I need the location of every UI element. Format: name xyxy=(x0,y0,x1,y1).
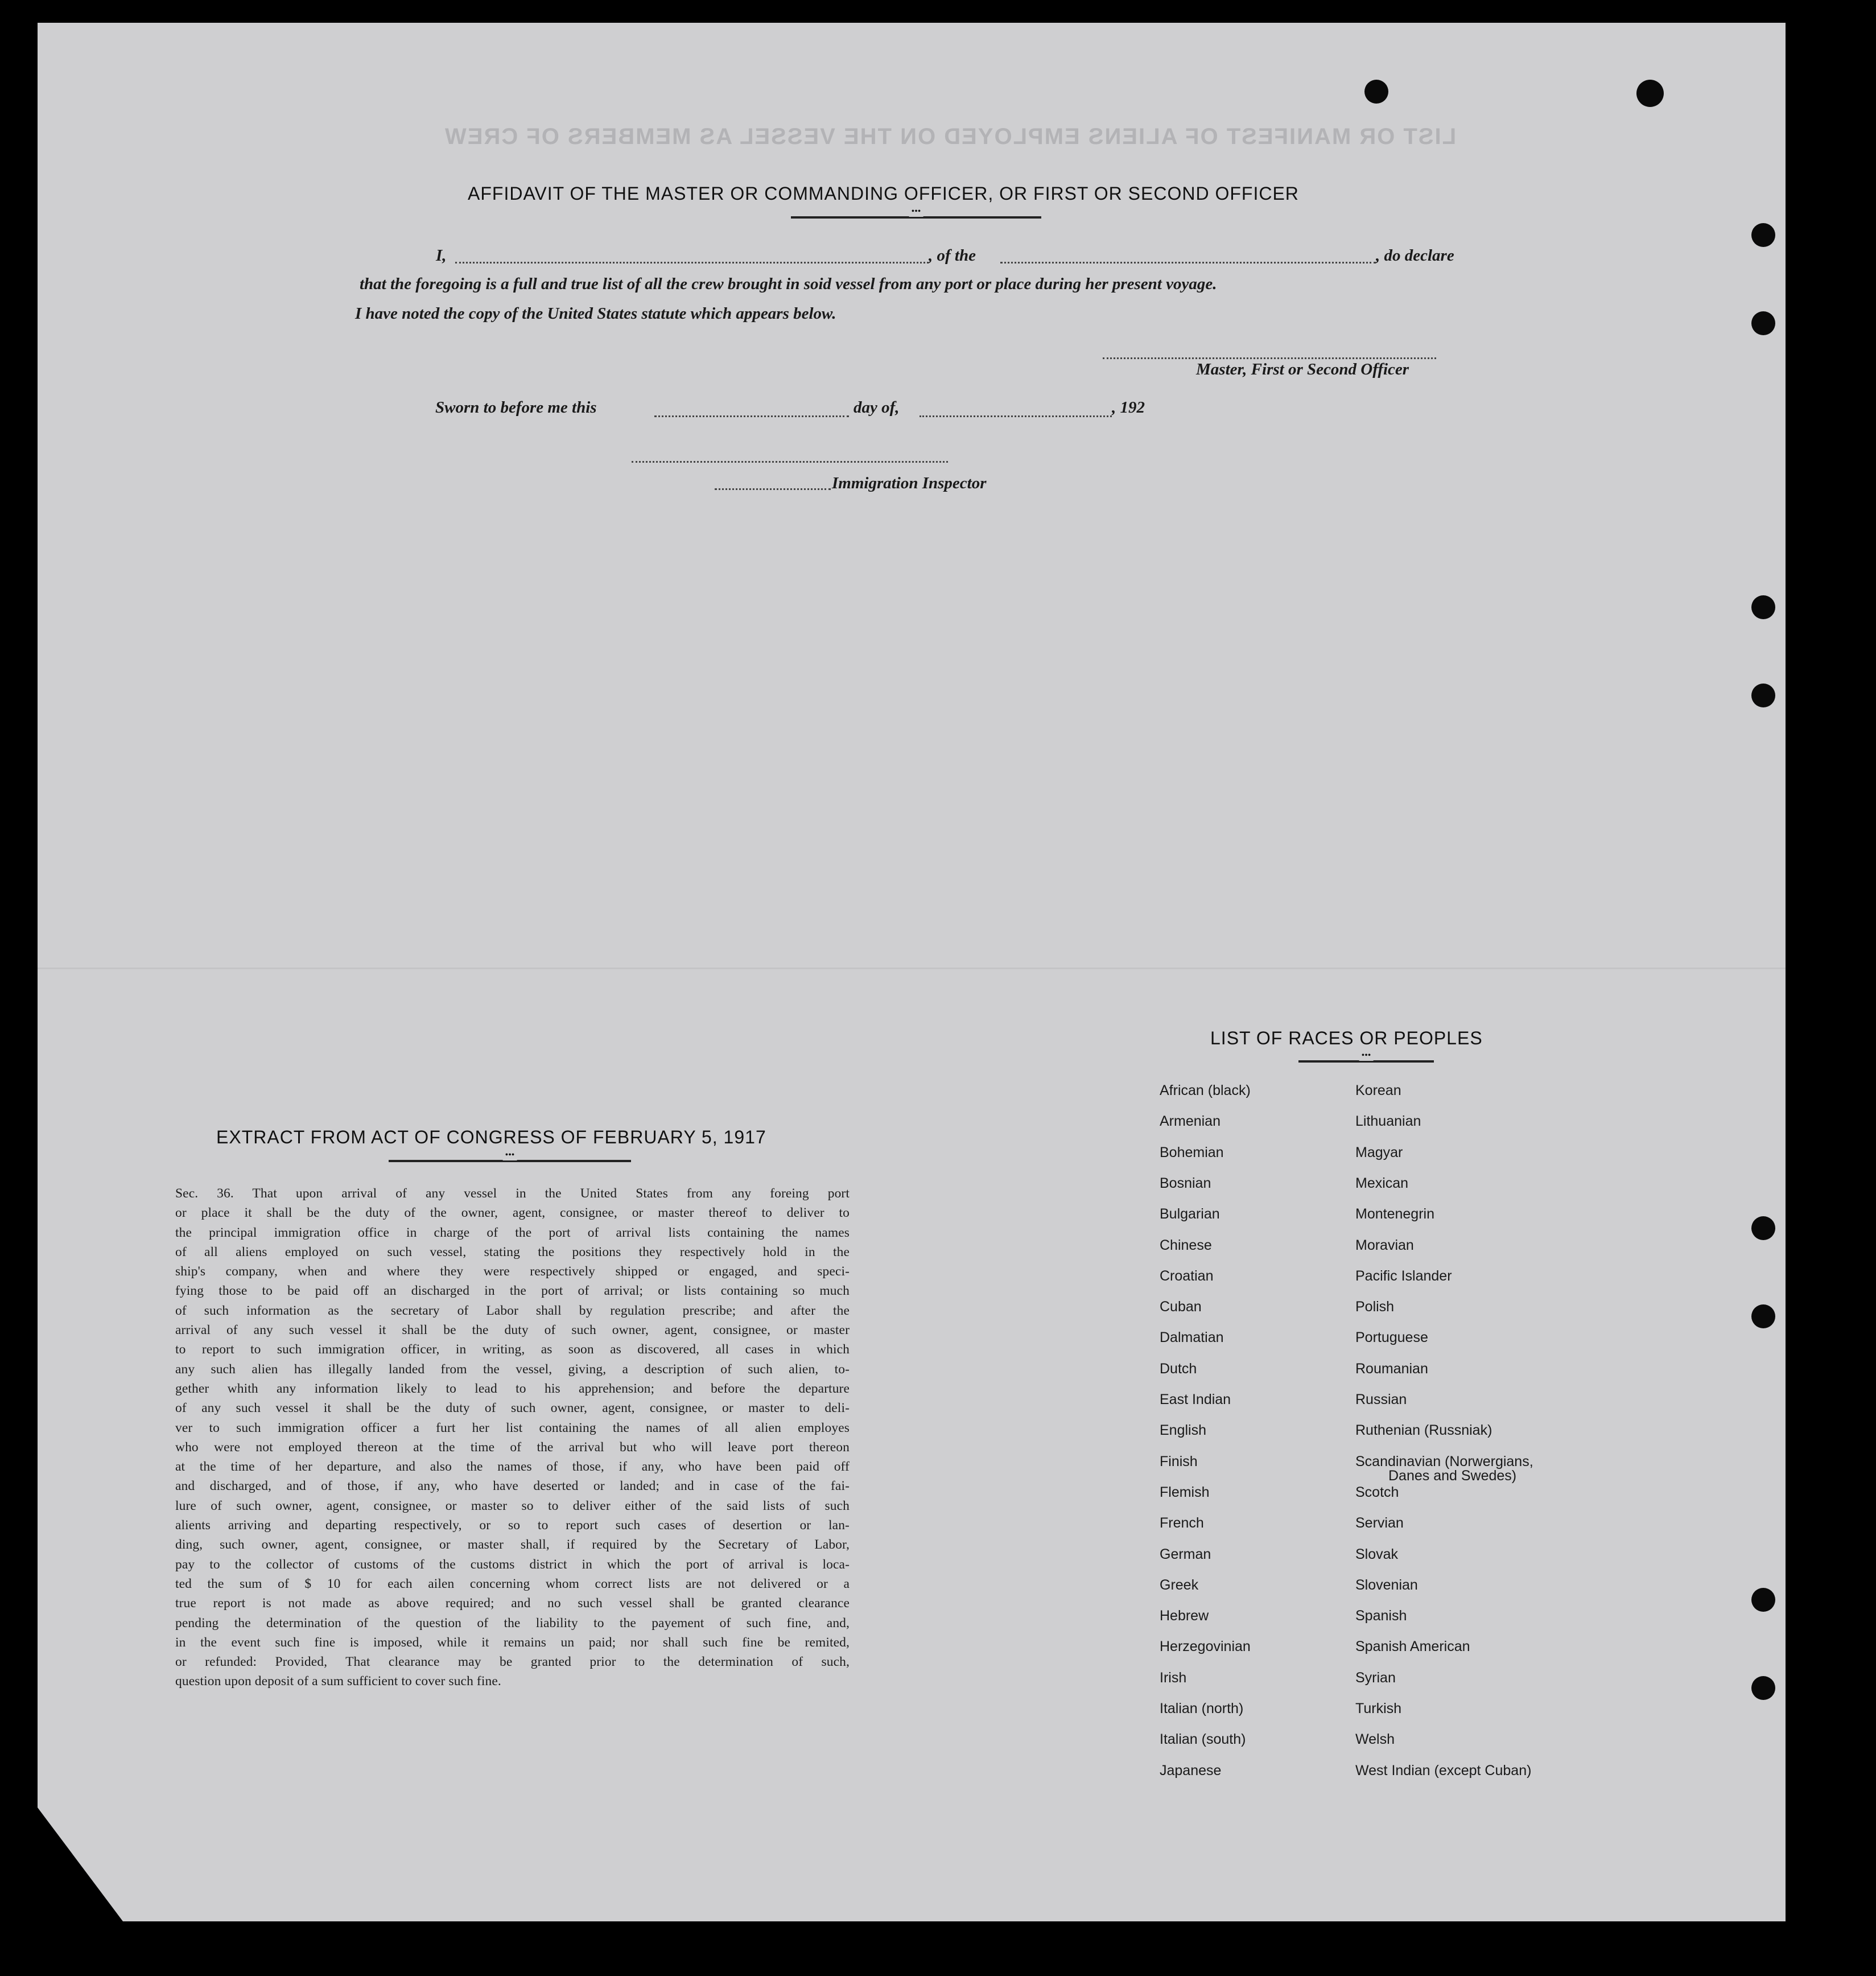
race-item xyxy=(1355,1113,1421,1130)
statute-line: ted the sum of $ 10 for each ailen concerning whom correct lists are not delivered or a xyxy=(175,1576,850,1591)
bleed-through-text: LIST OR MANIFEST OF ALIENS EMPLOYED ON THE VESSEL AS MEMBERS OF CREW xyxy=(444,124,1457,149)
statute-line: pay to the collector of customs of the customs district in which the port of arrival is loca- xyxy=(175,1557,850,1572)
punch-hole xyxy=(1751,1216,1775,1240)
race-item: Irish xyxy=(1160,1669,1187,1686)
statute-line: any such alien has illegally landed from the vessel, giving, a description of such alien, to- xyxy=(175,1361,850,1377)
race-item xyxy=(1355,1206,1434,1222)
statute-line: or place it shall be the duty of the owner, agent, consignee, or master thereof to deliver to xyxy=(175,1205,850,1221)
race-item: Herzegovinian xyxy=(1160,1639,1251,1655)
race-item: Armenian xyxy=(1160,1113,1221,1130)
race-item: Croatian xyxy=(1160,1267,1214,1284)
statute-line: pending the determination of the question of the liability to the payement of such fine, and, xyxy=(175,1615,850,1631)
statute-line: of any such vessel it shall be the duty of such owner, agent, consignee, or master to deli- xyxy=(175,1401,850,1416)
signature-blank xyxy=(1103,357,1436,359)
race-item-label: West Indian (except Cuban) xyxy=(1355,1762,1532,1779)
statute-line: alients arriving and departing respectively, or so to report such cases of desertion or lan- xyxy=(175,1518,850,1533)
day-blank xyxy=(654,415,849,417)
race-item xyxy=(1355,1577,1418,1594)
race-item xyxy=(1355,1731,1395,1748)
race-item: English xyxy=(1160,1422,1206,1439)
punch-hole xyxy=(1364,80,1388,104)
statute-line: arrival of any such vessel it shall be the duty of such owner, agent, consignee, or master xyxy=(175,1323,850,1338)
race-item-label: Pacific Islander xyxy=(1355,1267,1452,1284)
race-item: Flemish xyxy=(1160,1484,1210,1500)
statute-line: true report is not made as above required; and no such vessel shall be granted clearance xyxy=(175,1596,850,1611)
affidavit-i: I, xyxy=(436,246,447,265)
statute-text xyxy=(175,1184,850,1691)
sworn-text: Sworn to before me this xyxy=(435,398,597,417)
race-item: Dalmatian xyxy=(1160,1329,1224,1346)
punch-hole xyxy=(1751,311,1775,335)
race-item xyxy=(1355,1515,1404,1532)
title-ornament xyxy=(389,1160,631,1162)
race-item-label: Lithuanian xyxy=(1355,1113,1421,1130)
inspector-name-blank xyxy=(715,488,831,490)
race-item xyxy=(1355,1329,1428,1346)
race-item-label: Spanish American xyxy=(1355,1639,1470,1655)
race-item: Japanese xyxy=(1160,1762,1222,1779)
race-item: Finish xyxy=(1160,1453,1198,1469)
race-item: Bulgarian xyxy=(1160,1206,1220,1222)
race-item-label: Ruthenian (Russniak) xyxy=(1355,1422,1492,1439)
race-item: Italian (south) xyxy=(1160,1731,1246,1748)
race-item-label: Magyar xyxy=(1355,1144,1403,1160)
statute-line: who were not employed thereon at the time of the arrival but who will leave port thereon xyxy=(175,1439,850,1455)
race-item: Hebrew xyxy=(1160,1608,1209,1624)
statute-line: fying those to be paid off an discharged in the port of arrival; or lists containing so much xyxy=(175,1283,850,1299)
title-ornament xyxy=(1298,1060,1434,1063)
vessel-blank xyxy=(1000,262,1376,264)
extract-title: EXTRACT FROM ACT OF CONGRESS OF FEBRUARY 5, 1917 xyxy=(216,1127,766,1147)
race-item xyxy=(1355,1268,1452,1285)
race-item-label: Scotch xyxy=(1355,1484,1399,1500)
race-item xyxy=(1355,1639,1470,1655)
race-item-label: Syrian xyxy=(1355,1669,1396,1686)
race-item: Bohemian xyxy=(1160,1144,1224,1160)
race-item xyxy=(1355,1670,1396,1686)
statute-line: of all aliens employed on such vessel, stating the positions they respectively hold in the xyxy=(175,1244,850,1259)
statute-line: gether whith any information likely to lead to his apprehension; and before the departure xyxy=(175,1381,850,1396)
race-item: German xyxy=(1160,1546,1211,1562)
race-item-label: Polish xyxy=(1355,1299,1395,1315)
punch-hole xyxy=(1751,1676,1775,1700)
race-item-label: Welsh xyxy=(1355,1731,1395,1748)
statute-line: to report to such immigration officer, in writing, as soon as discovered, all cases in which xyxy=(175,1342,850,1357)
affidavit-title: AFFIDAVIT OF THE MASTER OR COMMANDING OFFICER, OR FIRST OR SECOND OFFICER xyxy=(468,183,1299,204)
statute-line: ver to such immigration officer a furt her list containing the names of all alien employes xyxy=(175,1420,850,1435)
statute-line: lure of such owner, agent, consignee, or master so to deliver either of the said lists of such xyxy=(175,1498,850,1513)
race-item: African (black) xyxy=(1160,1082,1251,1098)
race-item xyxy=(1355,1175,1408,1192)
month-blank xyxy=(920,415,1112,417)
race-item xyxy=(1355,1361,1428,1377)
punch-hole xyxy=(1751,1304,1775,1328)
race-item xyxy=(1355,1484,1399,1501)
affidavit-statute-line: I have noted the copy of the United States statute which appears below. xyxy=(355,304,836,323)
punch-hole xyxy=(1751,1588,1775,1612)
race-item xyxy=(1355,1608,1407,1624)
race-item xyxy=(1355,1299,1394,1315)
race-item-label: Korean xyxy=(1355,1082,1401,1098)
race-item: Greek xyxy=(1160,1576,1199,1593)
race-item: French xyxy=(1160,1515,1204,1532)
fold-crease xyxy=(38,968,1786,969)
race-item-label: Portuguese xyxy=(1355,1329,1428,1346)
race-item-label: Spanish xyxy=(1355,1608,1407,1624)
race-item: Chinese xyxy=(1160,1237,1212,1253)
affidavit-do-declare: , do declare xyxy=(1376,246,1454,265)
name-blank xyxy=(455,262,929,264)
statute-line: the principal immigration office in charge of the port of arrival lists containing the names xyxy=(175,1225,850,1240)
punch-hole xyxy=(1751,223,1775,247)
year-text: , 192 xyxy=(1112,398,1145,417)
race-item-label: Montenegrin xyxy=(1355,1206,1434,1222)
race-item: Bosnian xyxy=(1160,1175,1211,1191)
race-item-label: Moravian xyxy=(1355,1237,1414,1253)
race-item-continuation: Danes and Swedes) xyxy=(1388,1467,1517,1484)
race-item: Cuban xyxy=(1160,1299,1202,1315)
day-of-text: day of, xyxy=(854,398,900,417)
statute-line: in the event such fine is imposed, while it remains un paid; nor shall such fine be remited, xyxy=(175,1635,850,1650)
race-item-label: Servian xyxy=(1355,1515,1404,1532)
race-item-label: Mexican xyxy=(1355,1175,1409,1191)
race-item-label: Slovak xyxy=(1355,1546,1399,1562)
statute-line: at the time of her departure, and also the names of those, if any, who have been paid off xyxy=(175,1459,850,1475)
race-item-label: Russian xyxy=(1355,1392,1407,1407)
race-item xyxy=(1355,1145,1403,1161)
race-item xyxy=(1355,1237,1414,1254)
race-item xyxy=(1355,1701,1401,1717)
race-item xyxy=(1355,1546,1398,1563)
race-item-label: Roumanian xyxy=(1355,1360,1428,1377)
signature-label: Master, First or Second Officer xyxy=(1196,360,1409,378)
inspector-label: Immigration Inspector xyxy=(832,474,987,492)
race-item xyxy=(1355,1082,1401,1099)
race-item xyxy=(1355,1422,1492,1439)
race-item-label: Scandinavian (Norwergians, xyxy=(1355,1453,1533,1469)
affidavit-declaration-line: that the foregoing is a full and true list of all the crew brought in soid vessel from any port or place during her present voyage. xyxy=(360,275,1217,293)
punch-hole xyxy=(1751,595,1775,619)
statute-line: or refunded: Provided, That clearance may be granted prior to the determination of such, xyxy=(175,1654,850,1670)
punch-hole xyxy=(1636,80,1664,107)
race-item: East Indian xyxy=(1160,1392,1231,1407)
statute-line: and discharged, and of those, if any, who have deserted or landed; and in case of the fai- xyxy=(175,1479,850,1494)
race-item: Dutch xyxy=(1160,1360,1197,1377)
statute-line: Sec. 36. That upon arrival of any vessel in the United States from any foreing port xyxy=(175,1186,850,1201)
race-item-label: Turkish xyxy=(1355,1701,1402,1716)
race-item: Italian (north) xyxy=(1160,1701,1244,1716)
inspector-signature-blank xyxy=(632,461,948,463)
statute-line: ship's company, when and where they were respectively shipped or engaged, and speci- xyxy=(175,1264,850,1279)
title-ornament xyxy=(791,216,1041,219)
statute-line: ding, such owner, agent, consignee, or master shall, if required by the Secretary of Labor, xyxy=(175,1537,850,1553)
statute-line: question upon deposit of a sum sufficient to cover such fine. xyxy=(175,1674,501,1689)
race-item xyxy=(1355,1392,1407,1408)
statute-line: of such information as the secretary of Labor shall by regulation prescribe; and after the xyxy=(175,1303,850,1318)
affidavit-of-the: , of the xyxy=(929,246,976,265)
races-title: LIST OF RACES OR PEOPLES xyxy=(1210,1028,1483,1048)
punch-hole xyxy=(1751,684,1775,707)
race-item xyxy=(1355,1454,1533,1484)
race-item xyxy=(1355,1763,1531,1779)
race-item-label: Slovenian xyxy=(1355,1576,1418,1593)
